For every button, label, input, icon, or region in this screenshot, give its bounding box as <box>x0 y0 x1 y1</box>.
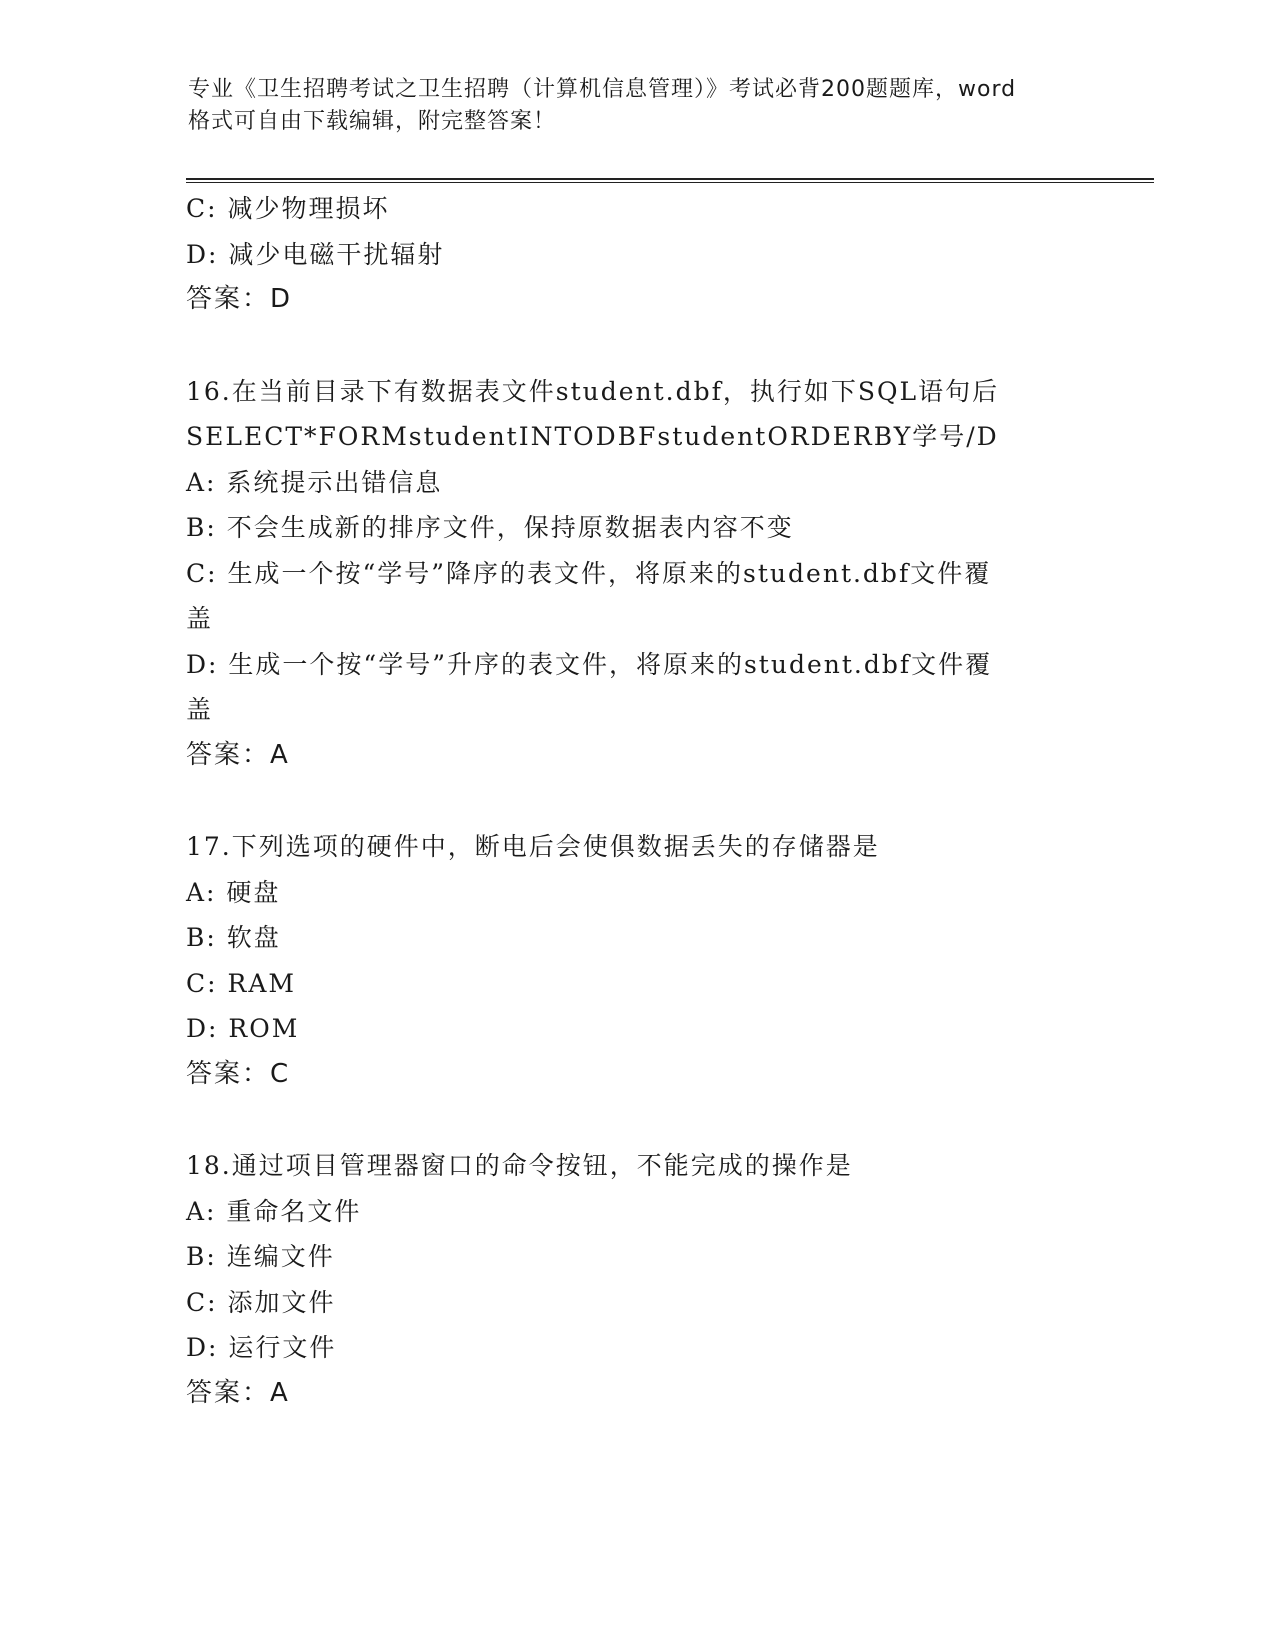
header-line-2: 格式可自由下载编辑，附完整答案！ <box>188 109 557 134</box>
question-18 <box>186 1143 1086 1416</box>
question-16 <box>186 369 1086 779</box>
header-line-1: 专业《卫生招聘考试之卫生招聘（计算机信息管理）》考试必背200题题库，word <box>188 77 1017 102</box>
option-d: D: ROM <box>186 1014 300 1043</box>
option-a: A: 硬盘 <box>186 877 281 907</box>
option-d: D: 生成一个按“学号”升序的表文件，将原来的student.dbf文件覆 <box>186 649 993 679</box>
question-stem: 17.下列选项的硬件中，断电后会使俱数据丢失的存储器是 <box>186 832 880 861</box>
option-d-continued: 盖 <box>186 695 214 724</box>
question-17 <box>186 824 1086 1097</box>
answer-line: 答案：C <box>186 1058 291 1089</box>
option-b: B: 连编文件 <box>186 1242 335 1271</box>
option-c: C: RAM <box>186 968 296 998</box>
option-c: C: 减少物理损坏 <box>186 194 390 223</box>
answer-line: 答案：D <box>186 284 293 314</box>
option-c: C: 生成一个按“学号”降序的表文件，将原来的student.dbf文件覆 <box>186 558 992 588</box>
spacer <box>186 778 1086 824</box>
question-content <box>186 186 1086 1416</box>
question-stem: 16.在当前目录下有数据表文件student.dbf，执行如下SQL语句后 <box>186 376 1000 406</box>
question-15-tail <box>186 186 1086 323</box>
option-a: A: 系统提示出错信息 <box>186 467 443 497</box>
option-b: B: 不会生成新的排序文件，保持原数据表内容不变 <box>186 513 794 542</box>
option-c: C: 添加文件 <box>186 1287 336 1317</box>
answer-line: 答案：A <box>186 739 290 770</box>
header-divider <box>186 178 1154 183</box>
question-stem-continued: SELECT*FORMstudentINTODBFstudentORDERBY学号/D <box>186 422 999 451</box>
answer-line: 答案：A <box>186 1377 290 1408</box>
option-c-continued: 盖 <box>186 604 214 633</box>
option-a: A: 重命名文件 <box>186 1196 362 1226</box>
document-header <box>188 74 1088 138</box>
question-stem: 18.通过项目管理器窗口的命令按钮，不能完成的操作是 <box>186 1151 853 1180</box>
spacer <box>186 1097 1086 1143</box>
option-d: D: 减少电磁干扰辐射 <box>186 239 445 269</box>
option-b: B: 软盘 <box>186 923 281 952</box>
spacer <box>186 323 1086 369</box>
option-d: D: 运行文件 <box>186 1333 337 1362</box>
